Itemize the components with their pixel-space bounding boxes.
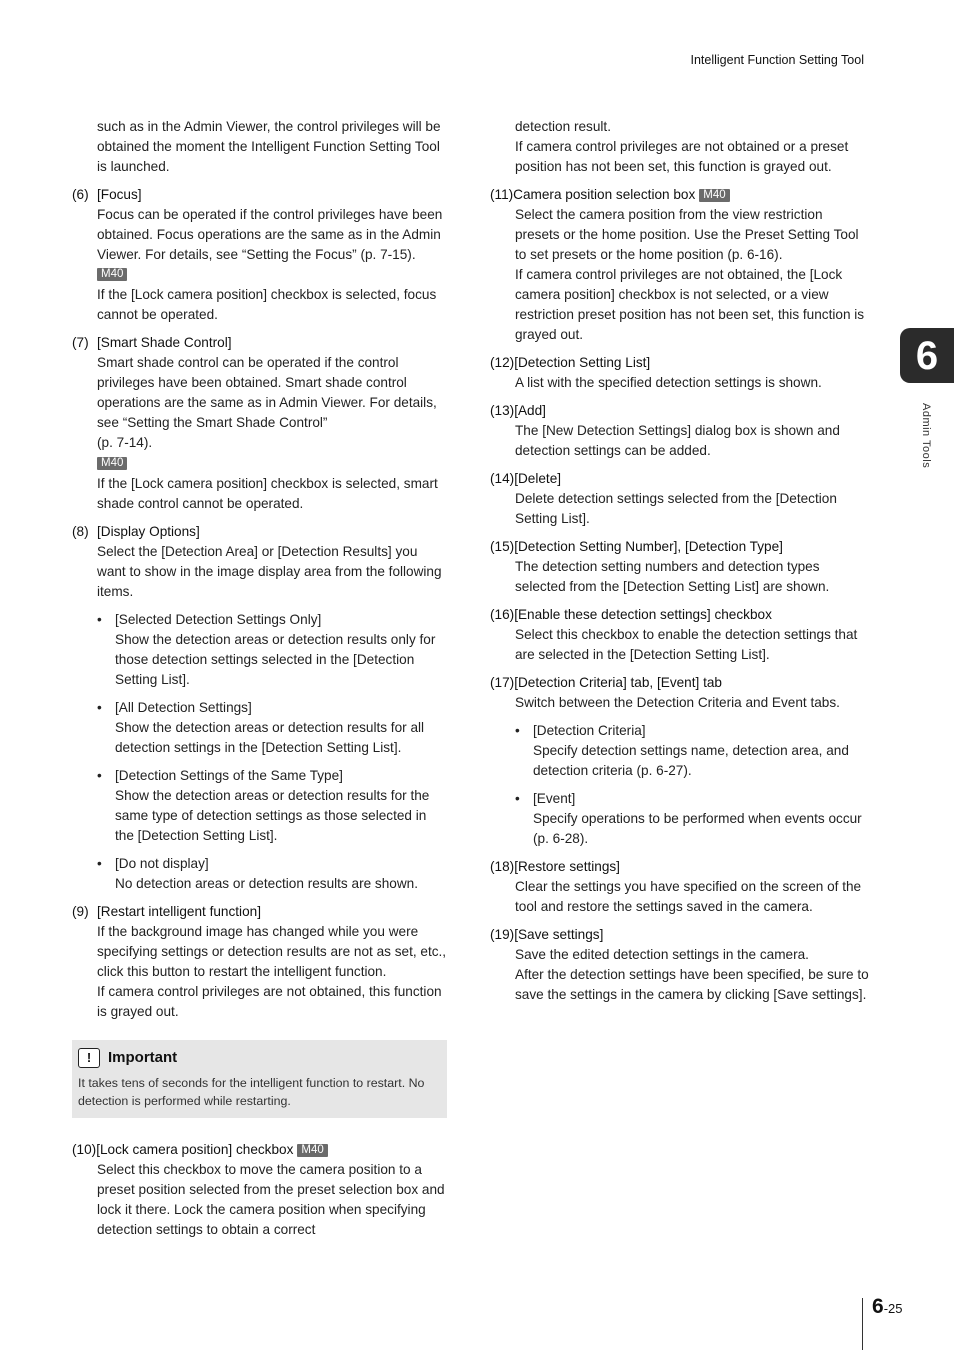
model-badge: M40 xyxy=(297,1144,327,1157)
item-number: (7) xyxy=(72,335,89,351)
item-number: (16) xyxy=(490,607,515,622)
chapter-tab xyxy=(900,328,954,383)
item-label: [Detection Criteria] tab, [Event] tab xyxy=(514,675,722,690)
item-number: (14) xyxy=(490,471,515,486)
item-text: Clear the settings you have specified on the screen of the tool and restore the settings saved in the camera. xyxy=(515,879,862,914)
item-text: Switch between the Detection Criteria and Event tabs. xyxy=(515,695,840,710)
footer-divider xyxy=(862,1298,863,1350)
model-badge: M40 xyxy=(97,268,127,281)
item-17-tabs xyxy=(490,673,870,849)
item-8-display-options xyxy=(72,522,447,894)
item-note: If the [Lock camera position] checkbox is selected, smart shade control cannot be operated. xyxy=(97,475,438,511)
item-text: The [New Detection Settings] dialog box is shown and detection settings can be added. xyxy=(515,423,840,458)
item-text: Focus can be operated if the control privileges have been obtained. Focus operations are the same as in the Admin Viewer. For details, see “Setting the Focus” (p. 7-15). xyxy=(97,207,443,262)
item-label: [Detection Setting List] xyxy=(514,355,651,370)
bullet-title: [Do not display] xyxy=(115,855,209,871)
important-heading: Important xyxy=(108,1048,178,1066)
bullet-item: • [Event] Specify operations to be performed when events occur (p. 6-28). xyxy=(515,789,870,849)
item-number: (12) xyxy=(490,355,515,370)
item-heading xyxy=(72,1140,447,1160)
item-label: [Smart Shade Control] xyxy=(97,335,232,351)
item-number: (6) xyxy=(72,187,89,202)
item-15-detection-number xyxy=(490,537,870,597)
item-label: [Restore settings] xyxy=(514,859,620,874)
right-column xyxy=(490,117,870,1013)
item-number: (19) xyxy=(490,927,515,942)
item-text: Select this checkbox to move the camera position to a preset position selected from the preset selection box and lock it there. Lock the camera position when specifying detection settings to obtain a correct xyxy=(97,1161,445,1237)
bullet-item: • [Do not display] No detection areas or detection results are shown. xyxy=(97,854,447,894)
bullet-title: [Event] xyxy=(533,791,576,806)
item-heading xyxy=(72,333,447,353)
item-heading xyxy=(72,185,447,205)
item-13-add xyxy=(490,401,870,461)
item-label: Camera position selection box xyxy=(513,187,696,202)
important-box xyxy=(72,1040,447,1118)
item-heading xyxy=(72,902,447,922)
item-number: (11) xyxy=(490,187,514,202)
left-column xyxy=(72,117,447,1248)
item-heading xyxy=(490,401,870,421)
item-label: [Lock camera position] checkbox xyxy=(96,1141,294,1157)
bullet-text: Show the detection areas or detection results only for those detection settings selected in the [Detection Setting List]. xyxy=(115,631,436,687)
item-11-camera-position xyxy=(490,185,870,345)
item-label: [Detection Setting Number], [Detection Type] xyxy=(514,539,783,554)
item-label: [Delete] xyxy=(514,471,562,486)
item-page-ref: (p. 7-14). xyxy=(97,435,153,451)
item-note: If camera control privileges are not obtained, the [Lock camera position] checkbox is not selected, or a view restriction preset position has not been set, this function is grayed out. xyxy=(515,267,865,342)
item-text: If the background image has changed while you were specifying settings or detection results are not as set, etc., click this button to restart the intelligent function. xyxy=(97,923,447,979)
bullet-item: • [Detection Settings of the Same Type] Show the detection areas or detection results for the same type of detection settings as those selected in the [Detection Setting List]. xyxy=(97,766,447,846)
bullet-text: Specify detection settings name, detection area, and detection criteria (p. 6-27). xyxy=(533,743,849,778)
chapter-side-label: Admin Tools xyxy=(920,403,932,469)
item-heading xyxy=(490,185,870,205)
item-number: (9) xyxy=(72,903,89,919)
item-text: Select this checkbox to enable the detection settings that are selected in the [Detection Setting List]. xyxy=(515,627,858,662)
important-title xyxy=(78,1048,441,1068)
item-heading xyxy=(490,925,870,945)
item-16-enable-settings xyxy=(490,605,870,665)
item-note: If the [Lock camera position] checkbox is selected, focus cannot be operated. xyxy=(97,287,437,323)
item-18-restore xyxy=(490,857,870,917)
item-number: (18) xyxy=(490,859,515,874)
item-number: (17) xyxy=(490,675,515,690)
item-number: (13) xyxy=(490,403,515,418)
item-label: [Enable these detection settings] checkbox xyxy=(514,607,772,622)
item-note: If camera control privileges are not obtained, this function is grayed out. xyxy=(97,983,442,1019)
bullet-text: Specify operations to be performed when events occur (p. 6-28). xyxy=(533,811,862,846)
item-text: Save the edited detection settings in the camera. xyxy=(515,947,809,962)
bullet-title: [All Detection Settings] xyxy=(115,699,252,715)
item-6-focus xyxy=(72,185,447,325)
page-index: -25 xyxy=(883,1301,903,1316)
item-heading xyxy=(490,605,870,625)
bullet-list xyxy=(97,610,447,894)
item-heading xyxy=(490,353,870,373)
item-number: (10) xyxy=(72,1141,97,1157)
item-12-detection-list xyxy=(490,353,870,393)
item-text: Select the camera position from the view restriction presets or the home position. Use the Preset Setting Tool to set presets or the home position (p. 6-16). xyxy=(515,207,859,262)
item-note: After the detection settings have been specified, be sure to save the settings in the camera by clicking [Save settings]. xyxy=(515,967,869,1002)
model-badge: M40 xyxy=(699,189,729,202)
item-10-continuation xyxy=(490,117,870,177)
bullet-item: • [Selected Detection Settings Only] Show the detection areas or detection results only for those detection settings selected in the [Detection Setting List]. xyxy=(97,610,447,690)
chapter-number: 6 xyxy=(915,333,939,378)
item-note: If camera control privileges are not obtained or a preset position has not been set, this function is grayed out. xyxy=(515,139,849,174)
important-text: It takes tens of seconds for the intelligent function to restart. No detection is performed while restarting. xyxy=(78,1075,425,1108)
item-heading xyxy=(490,469,870,489)
item-text: Select the [Detection Area] or [Detection Results] you want to show in the image display area from the following items. xyxy=(97,543,442,599)
item-number: (15) xyxy=(490,539,515,554)
item-text: The detection setting numbers and detection types selected from the [Detection Setting List] are shown. xyxy=(515,559,830,594)
item-label: [Add] xyxy=(514,403,546,418)
item-7-smart-shade xyxy=(72,333,447,513)
bullet-item: • [All Detection Settings] Show the detection areas or detection results for all detection settings in the [Detection Setting List]. xyxy=(97,698,447,758)
item-10-lock-camera xyxy=(72,1140,447,1240)
item-label: [Restart intelligent function] xyxy=(97,903,261,919)
item-label: [Save settings] xyxy=(514,927,604,942)
item-text: Delete detection settings selected from the [Detection Setting List]. xyxy=(515,491,837,526)
item-heading xyxy=(490,857,870,877)
intro-text: such as in the Admin Viewer, the control privileges will be obtained the moment the Intelligent Function Setting Tool is launched. xyxy=(97,119,441,174)
important-icon: ! xyxy=(78,1048,100,1068)
bullet-item: • [Detection Criteria] Specify detection settings name, detection area, and detection criteria (p. 6-27). xyxy=(515,721,870,781)
item-label: [Display Options] xyxy=(97,523,200,539)
bullet-title: [Detection Settings of the Same Type] xyxy=(115,767,343,783)
intro-continuation xyxy=(72,117,447,177)
item-text: Smart shade control can be operated if the control privileges have been obtained. Smart shade control operations are the same as in Admin Viewer. For details, see “Setting the Smart Shade Control” xyxy=(97,355,437,431)
bullet-list xyxy=(515,721,870,849)
item-14-delete xyxy=(490,469,870,529)
bullet-title: [Detection Criteria] xyxy=(533,723,646,738)
item-text: A list with the specified detection settings is shown. xyxy=(515,375,822,390)
page-number xyxy=(872,1297,902,1319)
item-9-restart xyxy=(72,902,447,1022)
running-header: Intelligent Function Setting Tool xyxy=(690,53,864,67)
item-heading xyxy=(72,522,447,542)
item-heading xyxy=(490,537,870,557)
bullet-text: Show the detection areas or detection results for the same type of detection settings as those selected in the [Detection Setting List]. xyxy=(115,787,430,843)
model-badge: M40 xyxy=(97,457,127,470)
bullet-title: [Selected Detection Settings Only] xyxy=(115,611,322,627)
item-heading xyxy=(490,673,870,693)
bullet-text: No detection areas or detection results are shown. xyxy=(115,875,419,891)
item-19-save xyxy=(490,925,870,1005)
page-chapter: 6 xyxy=(872,1295,884,1318)
bullet-text: Show the detection areas or detection results for all detection settings in the [Detection Setting List]. xyxy=(115,719,425,755)
item-number: (8) xyxy=(72,523,89,539)
item-label: [Focus] xyxy=(97,187,142,202)
item-text: detection result. xyxy=(515,119,611,134)
